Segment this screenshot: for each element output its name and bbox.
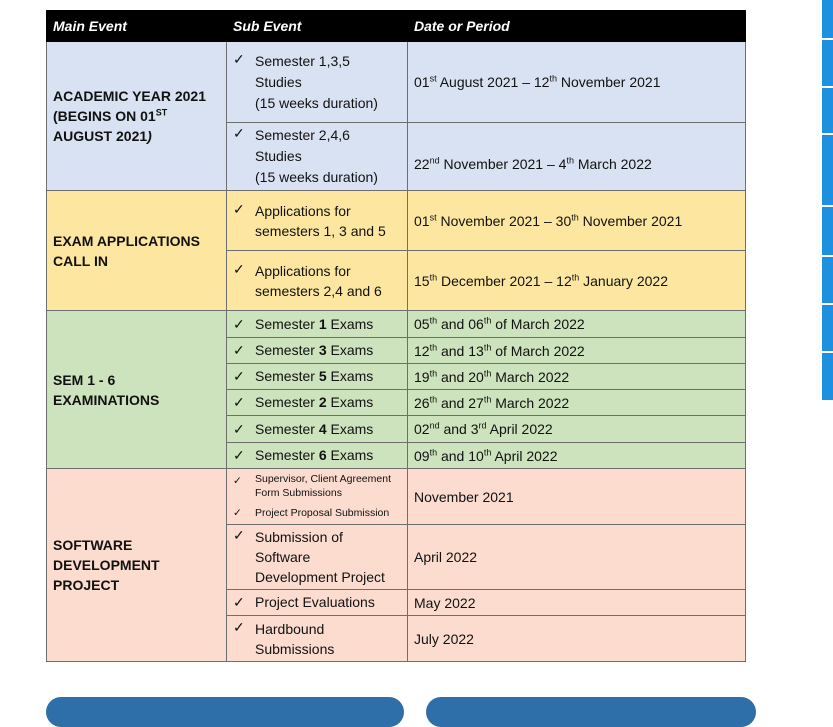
side-tile[interactable] [822, 0, 833, 38]
date-part: 01 [414, 212, 430, 229]
check-item [233, 504, 401, 522]
date-part: 09 [414, 447, 430, 464]
date-part: and 20 [437, 368, 484, 385]
date-part: 26 [414, 394, 430, 411]
academic-title-sup: ST [155, 107, 168, 118]
sub-event-cell [227, 338, 408, 364]
academic-title-line3-text: AUGUST 2021 [53, 128, 148, 144]
sub-event-text [255, 261, 382, 301]
date-part: December 2021 – 12 [437, 272, 572, 289]
exam-pre: Semester [255, 420, 319, 437]
exam-post: Exams [326, 368, 374, 384]
sub-event-text [255, 394, 373, 410]
date-sup: th [566, 154, 574, 165]
date-part: 02 [414, 421, 430, 437]
check-item [233, 619, 401, 659]
header-date: Date or Period [408, 11, 746, 42]
exam-post: Exams [326, 315, 374, 332]
date-cell: May 2022 [408, 590, 746, 616]
sub-event-cell [227, 416, 408, 443]
side-tile[interactable] [822, 88, 833, 133]
date-part: November 2021 [556, 74, 661, 90]
check-icon: ✓ [233, 200, 245, 217]
date-cell [408, 338, 746, 364]
sub-event-cell [227, 42, 408, 123]
date-part: November 2021 – 4 [439, 155, 567, 172]
exam-pre: Semester [255, 342, 319, 358]
sub-event-text [255, 619, 334, 659]
sub-event-cell [227, 616, 408, 662]
sub-line: Submission of [255, 529, 343, 545]
sub-event-text [255, 368, 373, 384]
check-icon: ✓ [233, 125, 245, 141]
date-part: March 2022 [491, 368, 570, 385]
sub-event-text [255, 421, 373, 437]
sub-line: Applications for [255, 202, 351, 219]
sub-event-text [255, 201, 386, 241]
sub-line: Form Submissions [255, 486, 342, 499]
check-icon: ✓ [233, 50, 245, 67]
check-item [233, 342, 401, 359]
side-tile[interactable] [822, 305, 833, 351]
date-cell [408, 123, 746, 191]
check-icon: ✓ [233, 618, 245, 635]
date-part: August 2021 – 12 [436, 74, 550, 90]
exams-title-line2: EXAMINATIONS [53, 391, 160, 408]
date-sup: th [571, 271, 580, 282]
date-sup: th [429, 446, 438, 457]
sub-event-cell [227, 469, 408, 525]
sub-event-cell [227, 123, 408, 191]
check-item [233, 594, 401, 611]
exams-title-line1: SEM 1 - 6 [53, 371, 116, 388]
date-sup: th [483, 341, 492, 352]
check-item [233, 394, 401, 411]
academic-title-line1: ACADEMIC YEAR 2021 [53, 88, 207, 104]
check-item [233, 125, 401, 188]
check-item [233, 368, 401, 385]
exam-row [47, 311, 746, 338]
date-sup: th [571, 211, 579, 222]
sub-event-text [255, 472, 391, 500]
side-tile[interactable] [822, 135, 833, 205]
date-cell [408, 364, 746, 390]
header-main-event: Main Event [47, 11, 227, 42]
exam-num: 5 [318, 368, 327, 384]
sub-event-text [255, 527, 385, 587]
check-icon: ✓ [233, 506, 242, 519]
sub-line: (15 weeks duration) [255, 94, 378, 111]
academic-title-line2 [53, 106, 220, 126]
sub-line: Studies [255, 73, 302, 90]
sub-event-text [255, 447, 373, 463]
examinations-cell [47, 311, 227, 469]
bottom-left-button[interactable] [46, 697, 404, 727]
project-title-line2: DEVELOPMENT PROJECT [53, 557, 160, 593]
sub-event-cell [227, 191, 408, 251]
date-cell [408, 416, 746, 443]
side-tile[interactable] [822, 40, 833, 86]
date-part: of March 2022 [491, 316, 585, 332]
date-sup: rd [478, 420, 487, 431]
date-cell: April 2022 [408, 525, 746, 590]
software-project-cell [47, 469, 227, 662]
sub-line: Semester 1,3,5 [255, 52, 350, 69]
date-part: November 2021 – 30 [436, 212, 572, 229]
date-part: April 2022 [491, 447, 558, 464]
date-sup: th [483, 315, 492, 326]
sub-line: Software [255, 549, 311, 565]
date-part: 01 [414, 74, 430, 90]
side-tile[interactable] [822, 353, 833, 400]
date-part: and 13 [437, 342, 484, 359]
date-part: and 3 [439, 421, 479, 437]
date-part: of March 2022 [491, 342, 585, 359]
sub-event-cell [227, 443, 408, 469]
check-icon: ✓ [233, 368, 245, 384]
date-cell: July 2022 [408, 616, 746, 662]
sub-line: semesters 2,4 and 6 [255, 282, 382, 299]
check-item [233, 472, 401, 500]
date-part: April 2022 [486, 421, 553, 437]
academic-title-text: (BEGINS ON 01 [53, 108, 156, 124]
date-cell [408, 191, 746, 251]
check-icon: ✓ [233, 420, 245, 437]
sub-line: Applications for [255, 262, 351, 279]
sub-event-text [255, 342, 373, 358]
sub-event-cell [227, 590, 408, 616]
sub-event-text [255, 125, 378, 188]
date-part: and 06 [437, 316, 484, 332]
sub-event-text [255, 51, 378, 114]
check-icon: ✓ [233, 594, 245, 610]
check-item [233, 261, 401, 301]
check-icon: ✓ [233, 394, 245, 410]
academic-row-1 [47, 42, 746, 123]
exam-applications-cell [47, 191, 227, 311]
exam-pre: Semester [255, 447, 319, 463]
header-sub-event: Sub Event [227, 11, 408, 42]
exam-post: Exams [326, 420, 374, 437]
project-title-line1: SOFTWARE [53, 537, 133, 553]
date-sup: th [483, 446, 492, 457]
date-sup: th [483, 393, 492, 404]
sub-line: Supervisor, Client Agreement [255, 472, 391, 485]
date-cell: November 2021 [408, 469, 746, 525]
date-part: 19 [414, 368, 430, 385]
exam-app-row-1 [47, 191, 746, 251]
date-part: 12 [414, 342, 430, 359]
check-icon: ✓ [233, 447, 245, 463]
exam-num: 1 [318, 315, 327, 332]
exam-post: Exams [326, 447, 374, 463]
date-sup: nd [429, 154, 440, 165]
date-part: March 2022 [491, 394, 570, 411]
sub-event-cell [227, 364, 408, 390]
date-part: and 27 [437, 394, 484, 411]
date-cell [408, 251, 746, 311]
sub-event-cell [227, 311, 408, 338]
exam-num: 4 [318, 420, 327, 437]
side-tile[interactable] [822, 257, 833, 303]
date-sup: th [429, 341, 438, 352]
check-icon: ✓ [233, 527, 245, 543]
check-item [233, 447, 401, 464]
check-icon: ✓ [233, 260, 245, 277]
check-icon: ✓ [233, 342, 245, 358]
table-header-row [47, 11, 746, 42]
sub-line: semesters 1, 3 and 5 [255, 222, 386, 239]
sub-event-cell [227, 251, 408, 311]
date-cell [408, 311, 746, 338]
date-part: 05 [414, 316, 430, 332]
date-part: March 2022 [573, 155, 652, 172]
check-item [233, 51, 401, 114]
sub-line: Hardbound [255, 620, 325, 637]
check-item [233, 527, 401, 587]
sub-event-text [255, 316, 373, 332]
date-part: January 2022 [579, 272, 668, 289]
date-sup: th [429, 393, 438, 404]
sub-event-cell [227, 525, 408, 590]
exam-pre: Semester [255, 315, 319, 332]
exam-app-title-line1: EXAM APPLICATIONS [53, 232, 201, 249]
check-icon: ✓ [233, 315, 245, 332]
check-icon: ✓ [233, 474, 242, 487]
check-item [233, 316, 401, 333]
date-cell [408, 443, 746, 469]
date-part: and 10 [437, 447, 484, 464]
sub-line: Semester 2,4,6 [255, 127, 350, 143]
exam-pre: Semester [255, 394, 319, 410]
date-sup: nd [429, 420, 440, 431]
sub-line: Submissions [255, 640, 335, 657]
exam-num: 2 [318, 394, 327, 410]
date-sup: th [483, 367, 492, 378]
sub-line: Project Proposal Submission [255, 506, 390, 519]
exam-pre: Semester [255, 368, 319, 384]
date-cell [408, 42, 746, 123]
check-item [233, 201, 401, 241]
academic-title-line3-end: ) [147, 128, 152, 144]
date-cell [408, 390, 746, 416]
exam-num: 6 [318, 447, 327, 463]
date-sup: th [429, 315, 438, 326]
exam-post: Exams [326, 394, 374, 410]
sub-line: Project Evaluations [255, 594, 375, 610]
exam-num: 3 [318, 342, 327, 358]
bottom-right-button[interactable] [426, 697, 756, 727]
exam-post: Exams [326, 342, 374, 358]
date-sup: st [429, 73, 437, 84]
date-sup: th [429, 271, 438, 282]
academic-calendar-table [46, 10, 746, 662]
side-tile[interactable] [822, 207, 833, 255]
exam-app-title-line2: CALL IN [53, 252, 108, 269]
date-sup: th [429, 367, 438, 378]
check-item [233, 421, 401, 438]
project-row-1 [47, 469, 746, 525]
sub-line: Development Project [255, 569, 385, 585]
sub-line: Studies [255, 148, 302, 164]
date-sup: st [429, 211, 437, 222]
date-part: 15 [414, 272, 430, 289]
date-part: 22 [414, 155, 430, 172]
sub-line: (15 weeks duration) [255, 169, 378, 185]
date-part: November 2021 [578, 212, 683, 229]
date-sup: th [549, 73, 557, 84]
academic-year-cell [47, 42, 227, 191]
academic-title-line3 [53, 126, 220, 146]
sub-event-cell [227, 390, 408, 416]
